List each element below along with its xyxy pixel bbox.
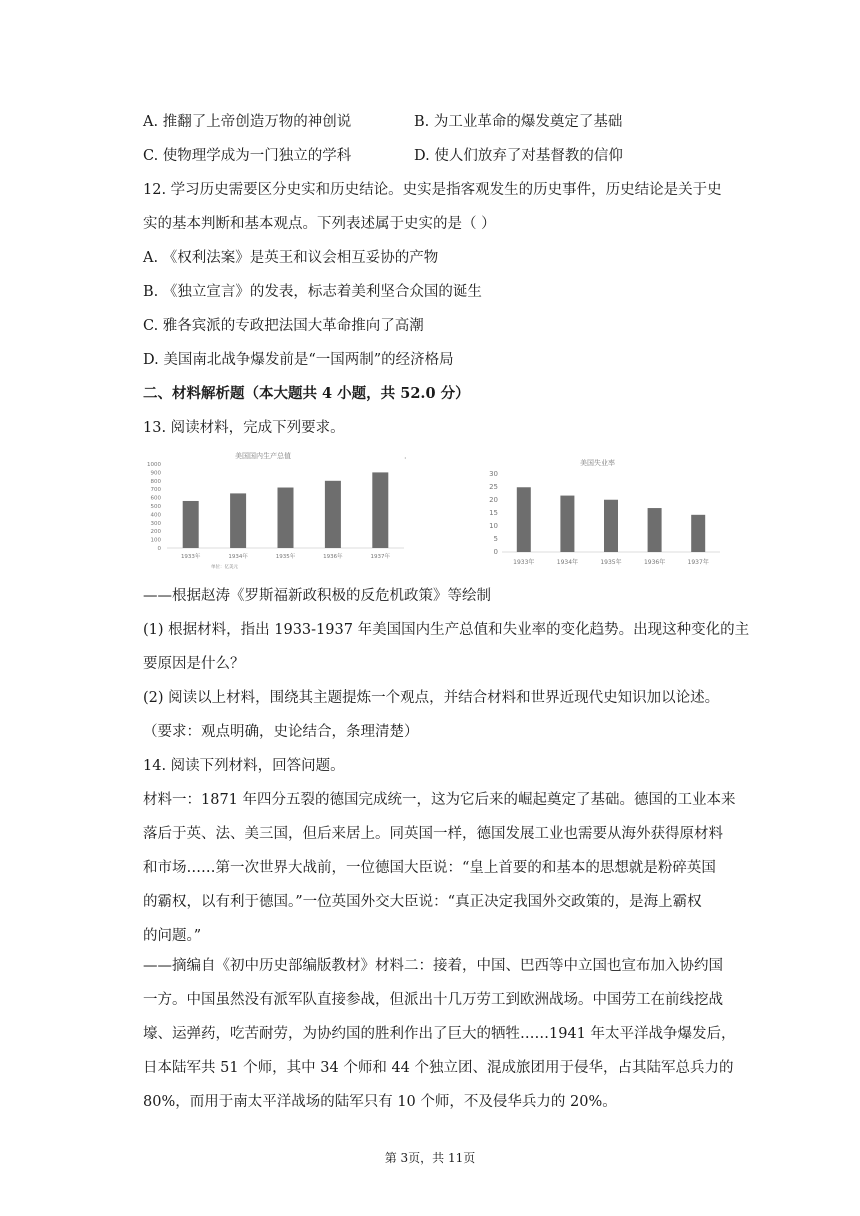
q14-material2-line1: ——摘编自《初中历史部编版教材》材料二：接着，中国、巴西等中立国也宣布加入协约国	[143, 958, 723, 974]
svg-text:·: ·	[404, 454, 407, 463]
q11-option-b: B. 为工业革命的爆发奠定了基础	[414, 114, 623, 130]
gdp-y-tick: 900	[150, 470, 161, 477]
q14-stem: 14. 阅读下列材料，回答问题。	[143, 758, 345, 774]
gdp-y-tick: 200	[150, 529, 161, 536]
q11-option-a: A. 推翻了上帝创造万物的神创说	[143, 114, 352, 130]
q14-material2-line5: 80%，而用于南太平洋战场的陆军只有 10 个师，不及侵华兵力的 20%。	[143, 1094, 617, 1110]
q11-option-d: D. 使人们放弃了对基督教的信仰	[414, 148, 623, 164]
unemployment-bar	[648, 508, 662, 552]
unemployment-y-tick: 30	[489, 470, 498, 478]
q13-question1-line2: 要原因是什么？	[143, 656, 245, 672]
gdp-y-tick: 400	[150, 512, 161, 519]
unemployment-y-tick: 10	[489, 522, 498, 530]
q14-material1-line4: 的霸权，以有利于德国。”一位英国外交大臣说：“真正决定我国外交政策的，是海上霸权	[143, 894, 702, 910]
unemployment-category-label: 1935年	[600, 559, 622, 566]
q12-option-d: D. 美国南北战争爆发前是“一国两制”的经济格局	[143, 352, 454, 368]
q14-material2-line4: 日本陆军共 51 个师，其中 34 个师和 44 个独立团、混成旅团用于侵华，占其陆军总兵力的	[143, 1060, 734, 1076]
gdp-bar-chart	[143, 448, 418, 574]
q13-question2-line2: （要求：观点明确，史论结合，条理清楚）	[143, 724, 419, 740]
gdp-category-label: 1937年	[370, 554, 391, 560]
unemployment-y-tick: 0	[493, 548, 498, 556]
section-heading: 二、材料解析题（本大题共 4 小题，共 52.0 分）	[143, 385, 470, 402]
q14-material1-line5: 的问题。”	[143, 928, 202, 944]
gdp-y-tick: 600	[150, 495, 161, 502]
gdp-y-tick: 0	[157, 546, 161, 552]
gdp-y-tick: 300	[150, 520, 161, 527]
gdp-y-tick: 100	[150, 537, 161, 544]
gdp-chart-title: 美国国内生产总值	[235, 452, 291, 460]
gdp-bar	[278, 488, 294, 548]
gdp-category-label: 1933年	[180, 554, 201, 560]
unemployment-y-tick: 25	[489, 483, 498, 491]
gdp-category-label: 1936年	[323, 554, 343, 560]
q12-stem-line2: 实的基本判断和基本观点。下列表述属于史实的是（ ）	[143, 216, 496, 232]
unemployment-chart-title: 美国失业率	[580, 459, 615, 467]
q13-stem: 13. 阅读材料，完成下列要求。	[143, 420, 345, 436]
q14-material2-line2: 一方。中国虽然没有派军队直接参战，但派出十几万劳工到欧洲战场。中国劳工在前线挖战	[143, 992, 723, 1008]
q14-material1-line2: 落后于英、法、美三国，但后来居上。同英国一样，德国发展工业也需要从海外获得原材料	[143, 826, 723, 842]
q13-question1-line1: (1) 根据材料，指出 1933-1937 年美国国内生产总值和失业率的变化趋势。出现这种变化的主	[143, 622, 750, 638]
unemployment-y-tick: 20	[489, 496, 498, 504]
gdp-bar	[325, 481, 341, 548]
q11-option-c: C. 使物理学成为一门独立的学科	[143, 148, 352, 164]
unemployment-category-label: 1937年	[687, 559, 709, 566]
unemployment-category-label: 1934年	[556, 559, 579, 566]
gdp-category-label: 1934年	[228, 554, 248, 560]
gdp-bar	[372, 472, 388, 548]
unemployment-bar-chart	[480, 452, 735, 574]
unemployment-bar	[604, 500, 618, 552]
q12-option-c: C. 雅各宾派的专政把法国大革命推向了高潮	[143, 318, 424, 334]
q12-option-b: B. 《独立宣言》的发表，标志着美利坚合众国的诞生	[143, 284, 482, 300]
gdp-y-tick: 500	[150, 504, 161, 510]
gdp-y-tick: 1000	[147, 462, 161, 468]
q14-material1-line1: 材料一：1871 年四分五裂的德国完成统一，这为它后来的崛起奠定了基础。德国的工业本来	[143, 792, 736, 808]
unemployment-bar	[517, 487, 531, 552]
gdp-bar	[230, 493, 246, 548]
unemployment-bar	[560, 496, 574, 552]
gdp-unit-note: 单位：亿美元	[211, 565, 238, 570]
unemployment-y-tick: 5	[493, 535, 498, 543]
q14-material2-line3: 壕、运弹药，吃苦耐劳，为协约国的胜利作出了巨大的牺牲……1941 年太平洋战争爆发后，	[143, 1026, 736, 1042]
unemployment-y-tick: 15	[489, 509, 498, 517]
page-footer: 第 3页，共 11页	[384, 1151, 476, 1165]
q12-stem-line1: 12. 学习历史需要区分史实和历史结论。史实是指客观发生的历史事件，历史结论是关于史	[143, 182, 722, 198]
q14-material1-line3: 和市场……第一次世界大战前，一位德国大臣说：“皇上首要的和基本的思想就是粉碎英国	[143, 860, 716, 876]
q13-source: ——根据赵涛《罗斯福新政积极的反危机政策》等绘制	[143, 588, 491, 604]
gdp-bar	[183, 501, 199, 548]
q12-option-a: A. 《权利法案》是英王和议会相互妥协的产物	[143, 250, 439, 266]
unemployment-category-label: 1933年	[513, 559, 535, 566]
gdp-category-label: 1935年	[275, 554, 296, 560]
gdp-y-tick: 700	[150, 487, 161, 494]
q13-question2-line1: (2) 阅读以上材料，围绕其主题提炼一个观点，并结合材料和世界近现代史知识加以论述。	[143, 690, 720, 706]
unemployment-category-label: 1936年	[643, 559, 666, 566]
unemployment-bar	[691, 515, 705, 552]
gdp-y-tick: 800	[150, 478, 161, 485]
